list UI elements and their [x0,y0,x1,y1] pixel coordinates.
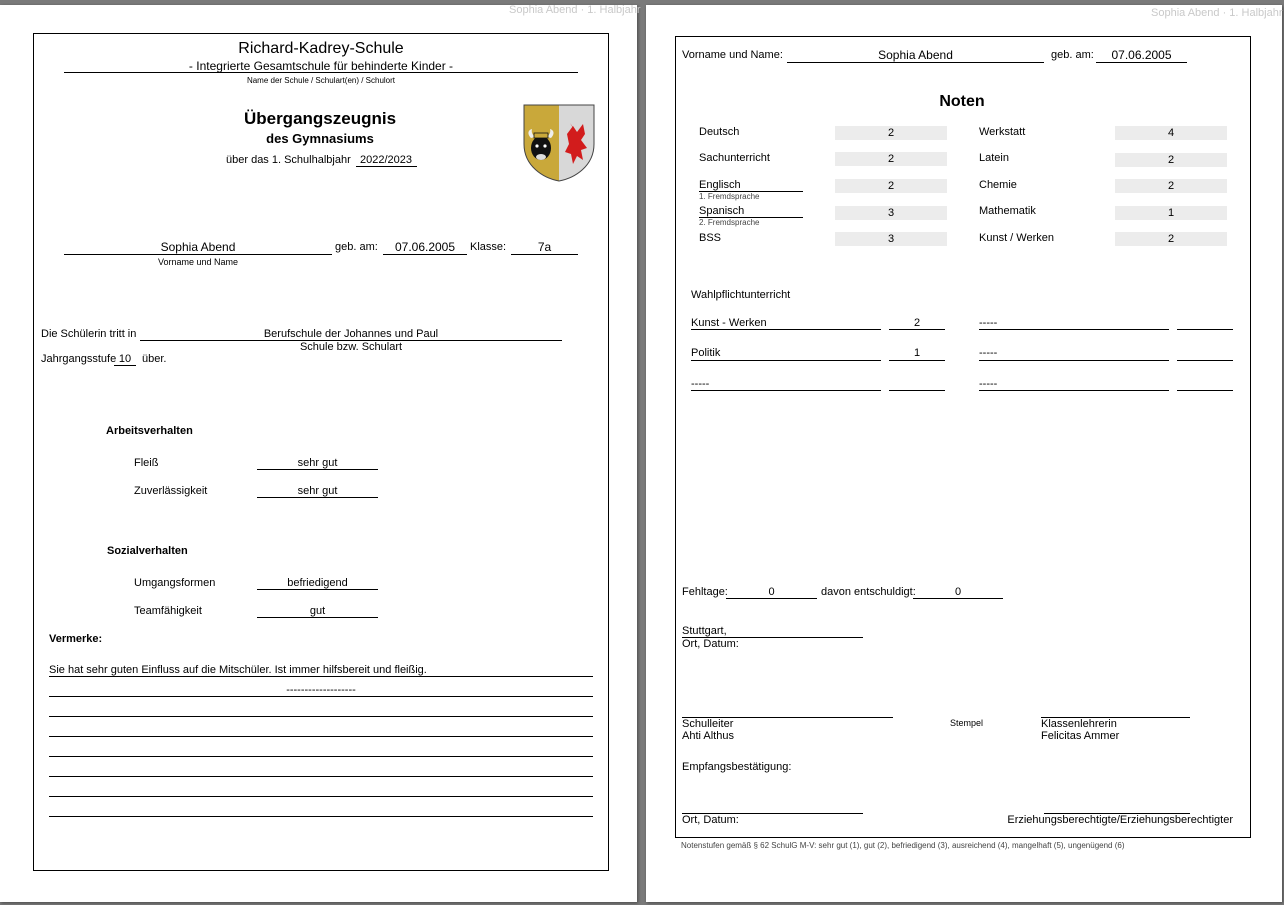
subject-label: Mathematik [979,205,1036,217]
guardian-caption: Erziehungsberechtigte/Erziehungsberechtigter [1007,814,1233,826]
remarks-rule [49,736,593,737]
school-caption: Name der Schule / Schulart(en) / Schulort [246,76,396,85]
excused-label: davon entschuldigt: [821,586,916,598]
elective-underline [1177,329,1233,330]
grade-level-underline [114,365,136,366]
name-underline [787,62,1044,63]
name-value: Sophia Abend [878,48,953,62]
name-label: Vorname und Name: [682,49,783,61]
place-value: Stuttgart, [682,625,727,637]
elective-subject: ----- [979,317,998,329]
grade-value: 3 [835,206,947,220]
remarks-rule [49,716,593,717]
remarks-title: Vermerke: [49,633,103,645]
remarks-rule [49,796,593,797]
remarks-rule [49,816,593,817]
subject-note: 2. Fremdsprache [699,218,760,227]
grade-value: 2 [835,126,947,140]
elective-grade: 2 [913,317,921,329]
grade-value: 3 [835,232,947,246]
remarks-rule [49,756,593,757]
grade-value: 4 [1115,126,1227,140]
birth-value: 07.06.2005 [1111,48,1172,62]
grade-value: 2 [835,179,947,193]
subject-label: Sachunterricht [699,152,770,164]
grades-title: Noten [939,93,985,110]
certificate-subtitle: des Gymnasiums [266,131,374,146]
elective-subject: ----- [979,347,998,359]
elective-underline [979,360,1169,361]
header-note: Sophia Abend · 1. Halbjahr [1151,7,1283,19]
social-item-value: befriedigend [287,577,348,589]
social-item-underline [257,617,378,618]
teacher-role: Klassenlehrerin [1041,718,1117,730]
elective-underline [889,390,945,391]
subject-label: Deutsch [699,126,740,138]
subject-label: Kunst / Werken [979,232,1054,244]
social-item-underline [257,589,378,590]
class-value: 7a [537,240,552,254]
student-name-caption: Vorname und Name [157,257,239,267]
transfer-caption: Schule bzw. Schulart [299,341,403,353]
grading-footnote: Notenstufen gemäß § 62 SchulG M-V: sehr gut (1), gut (2), befriedigend (3), ausreichend (4), mangelhaft (5), ungenügend (6) [681,841,1125,850]
elective-subject: ----- [691,378,710,390]
elective-title: Wahlpflichtunterricht [691,289,791,301]
work-behaviour-title: Arbeitsverhalten [106,425,193,437]
absence-value: 0 [768,586,775,598]
birth-underline [1096,62,1187,63]
excused-value: 0 [954,586,962,598]
subject-label: Englisch [699,179,741,191]
grade-value: 2 [835,152,947,166]
subject-label: Spanisch [699,205,745,217]
certificate-page-2 [646,5,1282,902]
term-label: über das 1. Schulhalbjahr [226,154,351,166]
term-underline [356,166,417,167]
work-item-label: Fleiß [134,457,159,469]
subject-label: Chemie [979,179,1017,191]
remarks-line-2: ------------------- [286,684,356,696]
coat-of-arms-icon [523,104,595,182]
elective-subject: Politik [691,347,721,359]
header-note: Sophia Abend · 1. Halbjahr [509,4,641,16]
remarks-rule [49,676,593,677]
grade-value: 1 [1115,206,1227,220]
social-item-value: gut [309,605,326,617]
school-subtitle: - Integrierte Gesamtschule für behinderte Kinder - [188,59,454,73]
absence-label: Fehltage: [682,586,728,598]
certificate-page-1 [0,4,641,902]
grade-level-value: 10 [118,353,132,365]
grade-level-label: Jahrgangsstufe [41,353,117,365]
stamp-label: Stempel [950,718,984,728]
birth-value: 07.06.2005 [394,240,456,254]
elective-grade: 1 [913,347,921,359]
elective-underline [889,329,945,330]
work-item-label: Zuverlässigkeit [134,485,208,497]
work-item-value: sehr gut [297,457,338,469]
receipt-place-caption: Ort, Datum: [682,814,739,826]
teacher-name: Felicitas Ammer [1041,730,1120,742]
principal-role: Schulleiter [682,718,734,730]
transfer-label: Die Schülerin tritt in [41,328,137,340]
excused-underline [913,598,1003,599]
school-underline [64,72,578,73]
student-name-underline [64,254,332,255]
work-item-value: sehr gut [297,485,338,497]
work-item-underline [257,497,378,498]
school-name: Richard-Kadrey-Schule [238,40,404,57]
subject-label: Latein [979,152,1009,164]
remarks-line-1: Sie hat sehr guten Einfluss auf die Mitschüler. Ist immer hilfsbereit und fleißig. [49,664,427,676]
birth-label: geb. am: [1051,49,1094,61]
term-value: 2022/2023 [360,154,412,166]
principal-name: Ahti Althus [682,730,734,742]
social-item-label: Umgangsformen [134,577,216,589]
grade-level-suffix: über. [142,353,167,365]
social-item-label: Teamfähigkeit [134,605,202,617]
remarks-rule [49,696,593,697]
elective-underline [979,390,1169,391]
subject-label: Werkstatt [979,126,1026,138]
grade-value: 2 [1115,153,1227,167]
grade-value: 2 [1115,179,1227,193]
elective-underline [691,329,881,330]
elective-subject: Kunst - Werken [691,317,767,329]
elective-underline [691,390,881,391]
certificate-title: Übergangszeugnis [243,109,397,128]
class-underline [511,254,578,255]
elective-underline [1177,360,1233,361]
place-caption: Ort, Datum: [682,638,739,650]
remarks-rule [49,776,593,777]
absence-underline [726,598,817,599]
birth-label: geb. am: [335,241,378,253]
work-item-underline [257,469,378,470]
birth-underline [383,254,467,255]
elective-underline [1177,390,1233,391]
transfer-school: Berufschule der Johannes und Paul [263,328,439,340]
elective-underline [979,329,1169,330]
elective-subject: ----- [979,378,998,390]
class-label: Klasse: [470,241,507,253]
subject-label: BSS [699,232,722,244]
student-name: Sophia Abend [160,240,236,254]
social-behaviour-title: Sozialverhalten [107,545,188,557]
receipt-label: Empfangsbestätigung: [682,761,792,773]
subject-note: 1. Fremdsprache [699,192,760,201]
grade-value: 2 [1115,232,1227,246]
elective-underline [691,360,881,361]
elective-underline [889,360,945,361]
